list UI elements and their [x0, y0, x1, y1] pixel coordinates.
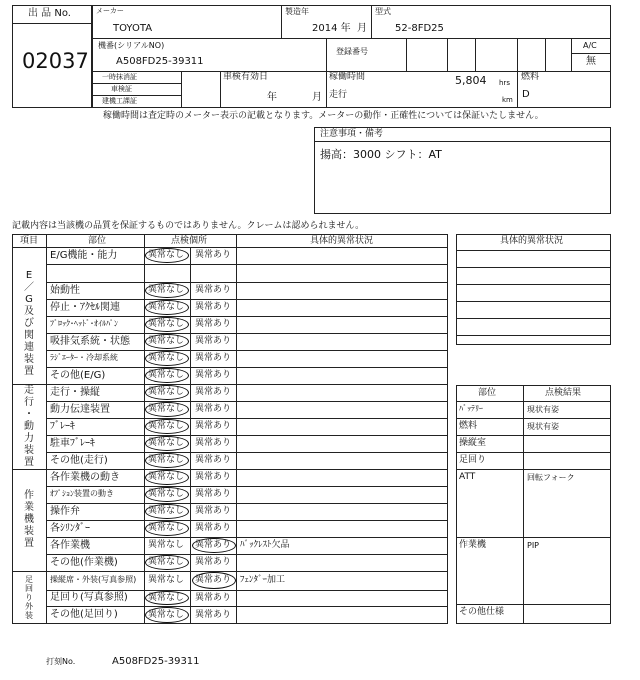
status-normal[interactable]: 異常なし: [148, 472, 185, 482]
row-part-label: 操作弁: [50, 506, 80, 517]
row-part-label: 吸排気系統・状態: [50, 336, 130, 347]
col-header-check: 点検個所: [171, 236, 208, 246]
status-normal[interactable]: 異常なし: [148, 421, 185, 431]
selected-status-circle: [145, 248, 189, 263]
result-part: 燃料: [459, 421, 478, 431]
row-part-label: 駐車ﾌﾞﾚｰｷ: [50, 438, 95, 449]
row-part-label: ﾌﾞﾛｯｸ･ﾍｯﾄﾞ･ｵｲﾙﾊﾟﾝ: [50, 319, 118, 328]
selected-status-circle: [145, 591, 189, 605]
result-part: 作業機: [459, 540, 487, 550]
row-part-label: その他(E/G): [50, 370, 106, 381]
col-header-details: 具体的異常状況: [310, 236, 374, 246]
status-abnormal[interactable]: 異常あり: [195, 404, 232, 414]
status-normal[interactable]: 異常なし: [148, 302, 185, 312]
row-part-label: 始動性: [50, 285, 80, 296]
selected-status-circle: [145, 504, 189, 519]
selected-status-circle: [145, 351, 189, 366]
row-part-label: その他(走行): [50, 455, 108, 466]
model-value: 52-8FD25: [395, 23, 444, 34]
status-normal[interactable]: 異常なし: [148, 404, 185, 414]
status-normal[interactable]: 異常なし: [148, 319, 185, 329]
status-abnormal[interactable]: 異常あり: [195, 557, 232, 567]
selected-status-circle: [145, 470, 189, 485]
status-abnormal[interactable]: 異常あり: [195, 250, 232, 260]
result-value: 現状有姿: [527, 405, 559, 414]
hours-value: 5,804: [455, 74, 487, 87]
col-header-category: 項目: [20, 236, 39, 246]
status-abnormal[interactable]: 異常あり: [195, 455, 232, 465]
selected-status-circle: [145, 419, 189, 434]
status-abnormal[interactable]: 異常あり: [195, 506, 232, 516]
year-label: 製造年: [285, 7, 309, 16]
group-label: 作 業 機 装 置: [24, 490, 34, 549]
result-part: その他仕様: [459, 607, 505, 617]
serial-label: 機番(シリアルNO): [98, 41, 165, 50]
row-part-label: その他(足回り): [50, 609, 118, 620]
hours-unit: hrs: [499, 79, 510, 87]
selected-status-circle: [145, 436, 189, 451]
stamp-label: 打刻No.: [46, 657, 76, 666]
notice-hours: 稼働時間は査定時のメーター表示の記載となります。メーターの動作・正確性については保証いたしません。: [103, 111, 544, 121]
fuel-value: D: [522, 89, 530, 100]
selected-status-circle: [145, 317, 189, 332]
status-normal[interactable]: 異常なし: [148, 540, 185, 550]
col-header-part: 部位: [88, 236, 107, 246]
selected-status-circle: [145, 453, 189, 468]
construction-label: 建機工課証: [102, 97, 137, 105]
results-header-part: 部位: [478, 388, 497, 398]
result-part: ﾊﾞｯﾃﾘｰ: [459, 404, 483, 413]
row-part-label: ﾌﾞﾚｰｷ: [50, 421, 75, 432]
serial-value: A508FD25-39311: [116, 56, 204, 67]
stamp-value: A508FD25-39311: [112, 656, 200, 667]
status-abnormal[interactable]: 異常あり: [195, 540, 232, 550]
year-value: 2014 年: [312, 23, 351, 34]
row-part-label: 各ｼﾘﾝﾀﾞｰ: [50, 523, 90, 534]
row-part-label: 動力伝達装置: [50, 404, 110, 415]
expiry-year-suffix: 年: [267, 92, 277, 103]
status-normal[interactable]: 異常なし: [148, 455, 185, 465]
row-part-label: 各作業機の動き: [50, 472, 120, 483]
selected-status-circle: [145, 487, 189, 502]
status-normal[interactable]: 異常なし: [148, 387, 185, 397]
hours-label: 稼働時間: [329, 72, 366, 82]
status-abnormal[interactable]: 異常あり: [195, 421, 232, 431]
expiry-month-suffix: 月: [312, 92, 322, 103]
remarks-title: 注意事項・備考: [320, 129, 384, 139]
result-value: 現状有姿: [527, 422, 559, 431]
distance-label: 走行: [329, 90, 348, 100]
inspection-expiry-label: 車検有効日: [223, 72, 269, 82]
row-part-label: 走行・操縦: [50, 387, 100, 398]
selected-status-circle: [145, 368, 189, 383]
status-abnormal[interactable]: 異常あり: [195, 370, 232, 380]
inspection-cert-label: 車検証: [111, 85, 132, 93]
result-part: 足回り: [459, 455, 487, 465]
selected-status-circle: [145, 385, 189, 400]
lot-number: 02037: [22, 49, 89, 73]
group-label: 走 行 ・ 動 力 装 置: [24, 385, 34, 468]
status-normal[interactable]: 異常なし: [148, 250, 185, 260]
status-abnormal[interactable]: 異常あり: [195, 285, 232, 295]
result-value: 回転フォーク: [527, 473, 575, 482]
selected-status-circle: [192, 572, 236, 589]
status-normal[interactable]: 異常なし: [148, 523, 185, 533]
status-normal[interactable]: 異常なし: [148, 506, 185, 516]
result-value: PIP: [527, 541, 540, 550]
selected-status-circle: [145, 402, 189, 417]
status-abnormal[interactable]: 異常あり: [195, 438, 232, 448]
group-label: E ／ G 及 び 関 連 装 置: [24, 270, 34, 377]
status-abnormal[interactable]: 異常あり: [195, 353, 232, 363]
status-abnormal[interactable]: 異常あり: [195, 610, 232, 620]
lot-label: 出 品 No.: [28, 8, 71, 19]
ac-label: A/C: [583, 41, 597, 50]
results-header-result: 点検結果: [545, 388, 582, 398]
status-abnormal[interactable]: 異常あり: [195, 593, 232, 603]
fuel-label: 燃料: [521, 72, 540, 82]
row-part-label: E/G機能・能力: [50, 250, 118, 261]
maker-label: メーカー: [96, 7, 124, 15]
status-normal[interactable]: 異常なし: [148, 438, 185, 448]
notice-quality: 記載内容は当該機の品質を保証するものではありません。クレームは認められません。: [12, 221, 365, 231]
row-part-label: ｵﾌﾟｼｮﾝ装置の動き: [50, 489, 114, 498]
status-abnormal[interactable]: 異常あり: [195, 302, 232, 312]
row-part-label: 各作業機: [50, 540, 90, 551]
status-normal[interactable]: 異常なし: [148, 575, 185, 585]
row-part-label: ﾗｼﾞｴｰﾀｰ・冷却系統: [50, 353, 118, 362]
selected-status-circle: [145, 555, 189, 570]
row-part-label: その他(作業機): [50, 557, 118, 568]
year-month-suffix: 月: [357, 23, 367, 34]
row-detail: ﾌｪﾝﾀﾞｰ加工: [240, 575, 286, 585]
status-normal[interactable]: 異常なし: [148, 593, 185, 603]
temp-permit-label: 一時抹消証: [102, 73, 137, 81]
right-details-header: 具体的異常状況: [500, 236, 564, 246]
selected-status-circle: [145, 300, 189, 315]
row-detail: ﾊﾞｯｸﾚｽﾄ欠品: [240, 540, 290, 550]
ac-value: 無: [586, 56, 596, 67]
status-normal[interactable]: 異常なし: [148, 285, 185, 295]
result-part: ATT: [459, 472, 476, 482]
status-normal[interactable]: 異常なし: [148, 557, 185, 567]
status-abnormal[interactable]: 異常あり: [195, 489, 232, 499]
selected-status-circle: [192, 538, 236, 553]
row-part-label: 停止・ｱｸｾﾙ関連: [50, 302, 120, 313]
row-part-label: 足回り(写真参照): [50, 592, 128, 603]
remarks-content: 揚高：3000 シフト：AT: [320, 148, 442, 161]
status-normal[interactable]: 異常なし: [148, 336, 185, 346]
status-abnormal[interactable]: 異常あり: [195, 336, 232, 346]
selected-status-circle: [145, 521, 189, 536]
status-abnormal[interactable]: 異常あり: [195, 523, 232, 533]
reg-label: 登録番号: [336, 47, 368, 56]
result-part: 操縦室: [459, 438, 487, 448]
distance-unit: km: [502, 96, 513, 104]
row-part-label: 操縦席・外装(写真参照): [50, 575, 137, 584]
status-abnormal[interactable]: 異常あり: [195, 472, 232, 482]
selected-status-circle: [145, 283, 189, 298]
status-normal[interactable]: 異常なし: [148, 489, 185, 499]
maker-value: TOYOTA: [113, 23, 153, 34]
status-abnormal[interactable]: 異常あり: [195, 319, 232, 329]
status-normal[interactable]: 異常なし: [148, 370, 185, 380]
status-abnormal[interactable]: 異常あり: [195, 387, 232, 397]
model-label: 型式: [375, 7, 391, 16]
selected-status-circle: [145, 334, 189, 349]
group-label: 足 回 り 外 装: [25, 575, 33, 620]
status-abnormal[interactable]: 異常あり: [195, 575, 232, 585]
status-normal[interactable]: 異常なし: [148, 353, 185, 363]
selected-status-circle: [145, 607, 189, 623]
status-normal[interactable]: 異常なし: [148, 610, 185, 620]
